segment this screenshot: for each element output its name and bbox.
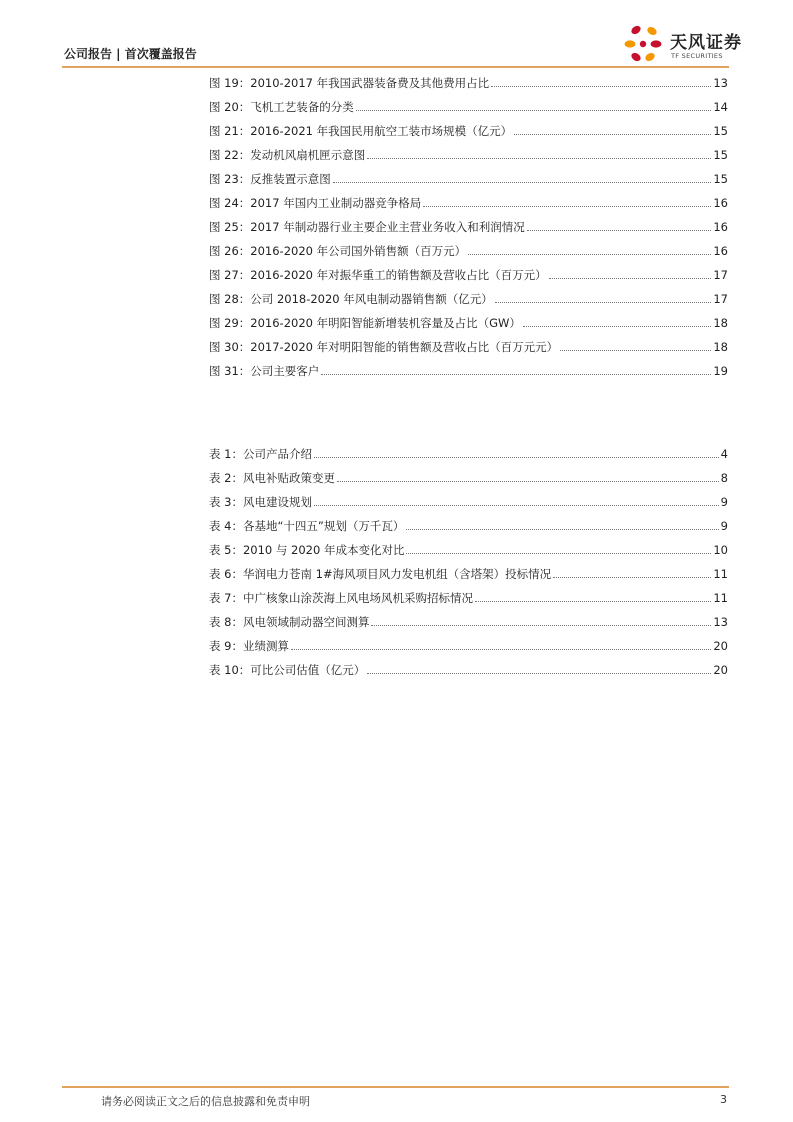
toc-page-number: 4 xyxy=(720,447,728,461)
company-logo xyxy=(622,22,742,68)
toc-leader xyxy=(367,150,711,159)
toc-row-figure-20[interactable] xyxy=(209,95,728,119)
toc-row-table-3[interactable] xyxy=(209,490,728,514)
toc-entry-title: 表 8：风电领域制动器空间测算 xyxy=(209,615,370,629)
toc-row-figure-26[interactable] xyxy=(209,239,728,263)
toc-page-number: 14 xyxy=(713,100,728,114)
header-divider xyxy=(62,66,729,68)
toc-entry-title: 表 7：中广核象山涂茨海上风电场风机采购招标情况 xyxy=(209,591,473,605)
toc-page-number: 16 xyxy=(713,196,728,210)
toc-leader xyxy=(321,366,711,375)
toc-leader xyxy=(356,102,712,111)
toc-leader xyxy=(553,569,711,578)
toc-row-table-5[interactable] xyxy=(209,538,728,562)
toc-entry-title: 图 20：飞机工艺装备的分类 xyxy=(209,100,354,114)
toc-page-number: 20 xyxy=(713,639,728,653)
toc-page-number: 19 xyxy=(713,364,728,378)
toc-row-table-4[interactable] xyxy=(209,514,728,538)
toc-row-table-2[interactable] xyxy=(209,466,728,490)
toc-entry-title: 图 28：公司 2018-2020 年风电制动器销售额（亿元） xyxy=(209,292,493,306)
toc-leader xyxy=(495,294,712,303)
toc-entry-title: 图 25：2017 年制动器行业主要企业主营业务收入和利润情况 xyxy=(209,220,525,234)
tables-index xyxy=(209,442,728,682)
toc-page-number: 9 xyxy=(720,495,728,509)
toc-row-figure-19[interactable] xyxy=(209,71,728,95)
toc-row-table-8[interactable] xyxy=(209,610,728,634)
toc-entry-title: 表 9：业绩测算 xyxy=(209,639,289,653)
toc-entry-title: 图 23：反推装置示意图 xyxy=(209,172,331,186)
toc-leader xyxy=(523,318,711,327)
disclaimer-note: 请务必阅读正文之后的信息披露和免责申明 xyxy=(101,1095,310,1108)
toc-row-figure-25[interactable] xyxy=(209,215,728,239)
toc-entry-title: 图 31：公司主要客户 xyxy=(209,364,320,378)
toc-page-number: 13 xyxy=(713,76,728,90)
toc-leader xyxy=(314,497,719,506)
toc-leader xyxy=(475,593,711,602)
toc-page-number: 15 xyxy=(713,172,728,186)
toc-leader xyxy=(514,126,711,135)
toc-entry-title: 表 10：可比公司估值（亿元） xyxy=(209,663,366,677)
toc-page-number: 10 xyxy=(713,543,728,557)
logo-english-name: TF SECURITIES xyxy=(671,52,723,60)
logo-chinese-name: 天风证券 xyxy=(670,33,742,53)
toc-leader xyxy=(406,545,711,554)
toc-entry-title: 图 27：2016-2020 年对振华重工的销售额及营收占比（百万元） xyxy=(209,268,547,282)
toc-row-figure-31[interactable] xyxy=(209,359,728,383)
toc-entry-title: 表 4：各基地“十四五”规划（万千瓦） xyxy=(209,519,405,533)
toc-page-number: 18 xyxy=(713,316,728,330)
toc-row-figure-24[interactable] xyxy=(209,191,728,215)
toc-entry-title: 图 24：2017 年国内工业制动器竞争格局 xyxy=(209,196,422,210)
toc-leader xyxy=(560,342,711,351)
toc-page-number: 11 xyxy=(713,567,728,581)
toc-page-number: 11 xyxy=(713,591,728,605)
toc-page-number: 20 xyxy=(713,663,728,677)
toc-page-number: 18 xyxy=(713,340,728,354)
toc-page-number: 17 xyxy=(713,292,728,306)
toc-page-number: 13 xyxy=(713,615,728,629)
toc-leader xyxy=(333,174,712,183)
toc-page-number: 9 xyxy=(720,519,728,533)
toc-leader xyxy=(291,641,711,650)
toc-entry-title: 图 22：发动机风扇机匣示意图 xyxy=(209,148,366,162)
toc-leader xyxy=(337,473,719,482)
report-type-label: 公司报告 | 首次覆盖报告 xyxy=(64,47,197,61)
toc-page-number: 15 xyxy=(713,148,728,162)
toc-row-figure-27[interactable] xyxy=(209,263,728,287)
toc-entry-title: 图 29：2016-2020 年明阳智能新增装机容量及占比（GW） xyxy=(209,316,521,330)
toc-row-figure-21[interactable] xyxy=(209,119,728,143)
toc-page-number: 8 xyxy=(720,471,728,485)
logo-flower-icon xyxy=(622,22,666,66)
toc-entry-title: 表 6：华润电力苍南 1#海风项目风力发电机组（含塔架）投标情况 xyxy=(209,567,552,581)
toc-entry-title: 表 2：风电补贴政策变更 xyxy=(209,471,335,485)
toc-row-table-7[interactable] xyxy=(209,586,728,610)
toc-leader xyxy=(371,617,711,626)
toc-leader xyxy=(314,449,719,458)
toc-page-number: 16 xyxy=(713,244,728,258)
toc-entry-title: 图 21：2016-2021 年我国民用航空工装市场规模（亿元） xyxy=(209,124,513,138)
toc-row-table-1[interactable] xyxy=(209,442,728,466)
toc-page-number: 17 xyxy=(713,268,728,282)
toc-entry-title: 表 3：风电建设规划 xyxy=(209,495,312,509)
toc-leader xyxy=(406,521,718,530)
toc-row-table-9[interactable] xyxy=(209,634,728,658)
toc-leader xyxy=(367,665,711,674)
footer-divider xyxy=(62,1086,729,1088)
page-number: 3 xyxy=(720,1093,727,1106)
toc-entry-title: 图 19：2010-2017 年我国武器装备费及其他费用占比 xyxy=(209,76,490,90)
toc-row-table-6[interactable] xyxy=(209,562,728,586)
toc-page-number: 15 xyxy=(713,124,728,138)
toc-row-figure-30[interactable] xyxy=(209,335,728,359)
toc-entry-title: 图 30：2017-2020 年对明阳智能的销售额及营收占比（百万元元） xyxy=(209,340,559,354)
toc-entry-title: 表 1：公司产品介绍 xyxy=(209,447,312,461)
toc-leader xyxy=(549,270,712,279)
toc-leader xyxy=(527,222,712,231)
toc-row-figure-28[interactable] xyxy=(209,287,728,311)
toc-leader xyxy=(468,246,711,255)
toc-row-figure-23[interactable] xyxy=(209,167,728,191)
toc-entry-title: 表 5：2010 与 2020 年成本变化对比 xyxy=(209,543,405,557)
toc-row-figure-22[interactable] xyxy=(209,143,728,167)
toc-leader xyxy=(491,78,711,87)
toc-row-figure-29[interactable] xyxy=(209,311,728,335)
toc-entry-title: 图 26：2016-2020 年公司国外销售额（百万元） xyxy=(209,244,467,258)
toc-leader xyxy=(423,198,711,207)
figures-index xyxy=(209,71,728,383)
toc-row-table-10[interactable] xyxy=(209,658,728,682)
toc-page-number: 16 xyxy=(713,220,728,234)
